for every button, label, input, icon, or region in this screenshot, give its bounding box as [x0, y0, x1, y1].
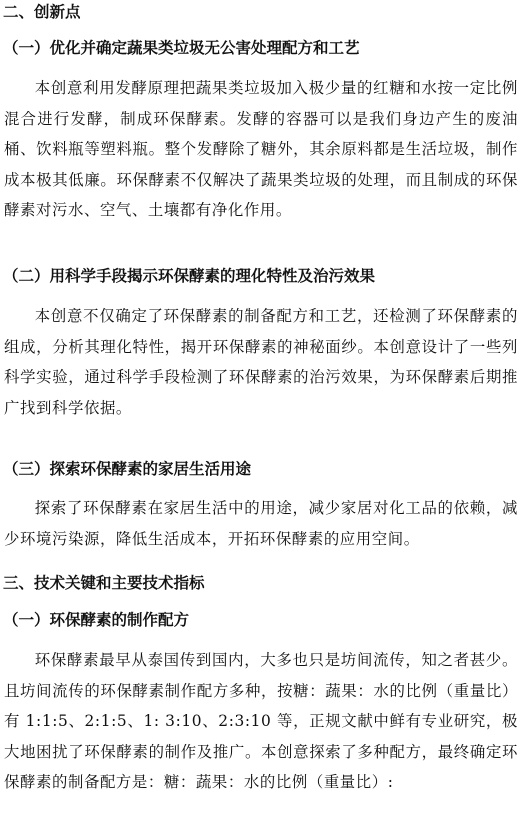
subheading-scientific-methods: （二）用科学手段揭示环保酵素的理化特性及治污效果 [3, 267, 376, 285]
subheading-household-uses: （三）探索环保酵素的家居生活用途 [3, 460, 252, 478]
paragraph-scientific-methods: 本创意不仅确定了环保酵素的制备配方和工艺，还检测了环保酵素的组成，分析其理化特性，揭开环保酵素的神秘面纱。本创意设计了一些列科学实验，通过科学手段检测了环保酵素的治污效果，为环保酵素后期推广找到科学依据。 [4, 307, 518, 417]
paragraph-household-uses: 探索了环保酵素在家居生活中的用途，减少家居对化工品的依赖，减少环境污染源，降低生活成本，开拓环保酵素的应用空间。 [4, 499, 518, 548]
subheading-optimize-formula: （一）优化并确定蔬果类垃圾无公害处理配方和工艺 [3, 39, 360, 57]
subheading-formula: （一）环保酵素的制作配方 [3, 611, 190, 629]
section-heading-technical-keys: 三、技术关键和主要技术指标 [3, 574, 205, 592]
paragraph-optimize-formula: 本创意利用发酵原理把蔬果类垃圾加入极少量的红糖和水按一定比例混合进行发酵，制成环保酵素。发酵的容器可以是我们身边产生的废油桶、饮料瓶等塑料瓶。整个发酵除了糖外，其余原料都是生活垃圾，制作成本极其低廉。环保酵素不仅解决了蔬果类垃圾的处理，而且制成的环保酵素对污水、空气、土壤都有净化作用。 [4, 79, 518, 220]
section-heading-innovation: 二、创新点 [3, 3, 81, 21]
paragraph-formula: 环保酵素最早从泰国传到国内，大多也只是坊间流传，知之者甚少。且坊间流传的环保酵素制作配方多种，按糖：蔬果：水的比例（重量比）有 1:1:5、2:1:5、1: 3:10、2:3:10 等，正规文献中鲜有专业研究，极大地困扰了环保酵素的制作及推广。本创意探索了多种配方，最终确定环保酵素的制备配方是：糖：蔬果：水的比例（重量比）: [4, 651, 518, 792]
